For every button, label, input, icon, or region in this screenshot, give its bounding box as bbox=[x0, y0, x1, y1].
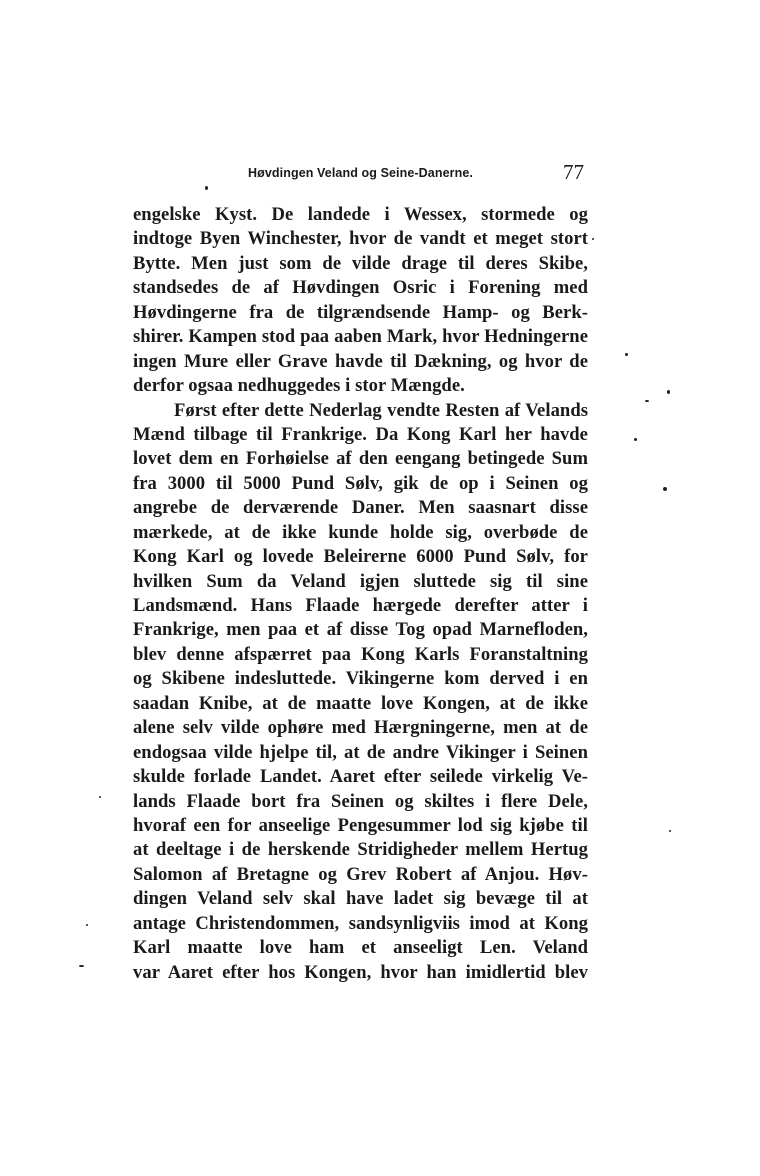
scan-speck bbox=[79, 965, 84, 967]
page-number: 77 bbox=[563, 160, 584, 184]
text-line: Mænd tilbage til Frankrige. Da Kong Karl her havde bbox=[133, 423, 588, 445]
running-title: Høvdingen Veland og Seine-Danerne. bbox=[248, 166, 473, 180]
text-line: alene selv vilde ophøre med Hærgningerne, men at de bbox=[133, 717, 588, 739]
text-line: at deeltage i de herskende Stridigheder mellem Hertug bbox=[133, 839, 588, 861]
text-line: ingen Mure eller Grave havde til Dækning, og hvor de bbox=[133, 350, 588, 372]
text-line: Kong Karl og lovede Beleirerne 6000 Pund Sølv, for bbox=[133, 546, 588, 568]
text-line: hvilken Sum da Veland igjen sluttede sig til sine bbox=[133, 570, 588, 592]
scan-speck bbox=[592, 238, 594, 240]
text-line: Salomon af Bretagne og Grev Robert af Anjou. Høv- bbox=[133, 863, 588, 885]
scan-speck bbox=[669, 830, 671, 832]
scan-speck bbox=[86, 924, 88, 926]
scan-speck bbox=[663, 487, 667, 491]
scan-speck bbox=[634, 438, 637, 441]
text-line: Først efter dette Nederlag vendte Resten af Velands bbox=[174, 399, 588, 421]
text-line: hvoraf een for anseelige Pengesummer lod sig kjøbe til bbox=[133, 814, 588, 836]
page-header bbox=[0, 160, 760, 186]
text-line: Bytte. Men just som de vilde drage til deres Skibe, bbox=[133, 252, 588, 274]
text-line: saadan Knibe, at de maatte love Kongen, at de ikke bbox=[133, 692, 588, 714]
text-line: antage Christendommen, sandsynligviis imod at Kong bbox=[133, 912, 588, 934]
text-line: standsedes de af Høvdingen Osric i Forening med bbox=[133, 277, 588, 299]
text-line: endogsaa vilde hjelpe til, at de andre Vikinger i Seinen bbox=[133, 741, 588, 763]
scan-speck bbox=[645, 400, 649, 402]
text-line: Frankrige, men paa et af disse Tog opad Marnefloden, bbox=[133, 619, 588, 641]
scan-speck bbox=[205, 186, 208, 190]
text-line: Karl maatte love ham et anseeligt Len. Veland bbox=[133, 937, 588, 959]
text-line: angrebe de derværende Daner. Men saasnart disse bbox=[133, 497, 588, 519]
text-line: Landsmænd. Hans Flaade hærgede derefter atter i bbox=[133, 595, 588, 616]
text-line: blev denne afspærret paa Kong Karls Foranstaltning bbox=[133, 643, 588, 665]
text-line: Høvdingerne fra de tilgrændsende Hamp- og Berk- bbox=[133, 301, 588, 323]
text-line: og Skibene indesluttede. Vikingerne kom derved i en bbox=[133, 668, 588, 690]
text-line: engelske Kyst. De landede i Wessex, stormede og bbox=[133, 204, 588, 225]
text-line: fra 3000 til 5000 Pund Sølv, gik de op i Seinen og bbox=[133, 472, 588, 494]
text-line: lovet dem en Forhøielse af den eengang betingede Sum bbox=[133, 448, 588, 470]
text-line: indtoge Byen Winchester, hvor de vandt et meget stort bbox=[133, 228, 588, 250]
scan-speck bbox=[625, 353, 628, 356]
scan-speck bbox=[99, 796, 101, 798]
text-line: shirer. Kampen stod paa aaben Mark, hvor Hedningerne bbox=[133, 326, 588, 348]
scan-speck bbox=[667, 390, 670, 394]
body-text bbox=[133, 203, 588, 985]
text-line: mærkede, at de ikke kunde holde sig, overbøde de bbox=[133, 521, 588, 543]
text-line: derfor ogsaa nedhuggedes i stor Mængde. bbox=[133, 375, 465, 397]
text-line: lands Flaade bort fra Seinen og skiltes i flere Dele, bbox=[133, 790, 588, 812]
text-line: var Aaret efter hos Kongen, hvor han imidlertid blev bbox=[133, 961, 588, 983]
text-line: skulde forlade Landet. Aaret efter seilede virkelig Ve- bbox=[133, 766, 588, 788]
text-line: dingen Veland selv skal have ladet sig bevæge til at bbox=[133, 888, 588, 910]
